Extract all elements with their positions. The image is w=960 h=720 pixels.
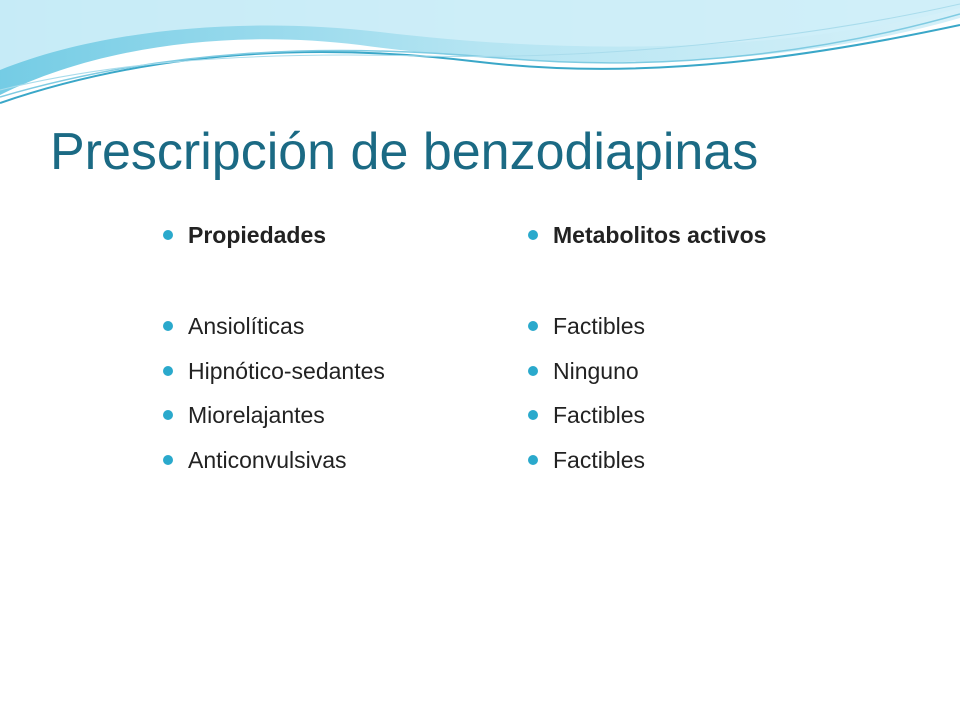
bullet-icon bbox=[528, 410, 538, 420]
metabolite-label: Factibles bbox=[553, 446, 646, 473]
property-label: Anticonvulsivas bbox=[188, 446, 347, 473]
properties-list bbox=[163, 213, 385, 482]
list-item bbox=[163, 304, 385, 349]
bullet-icon bbox=[163, 455, 173, 465]
decorative-wave-banner bbox=[0, 0, 960, 110]
bullet-icon bbox=[163, 410, 173, 420]
list-item bbox=[163, 438, 385, 483]
list-item bbox=[163, 393, 385, 438]
list-item bbox=[163, 349, 385, 394]
metabolites-header-label: Metabolitos activos bbox=[553, 222, 767, 248]
metabolites-list bbox=[528, 213, 766, 482]
bullet-icon bbox=[528, 230, 538, 240]
property-label: Hipnótico-sedantes bbox=[188, 357, 385, 384]
list-item bbox=[528, 304, 766, 349]
metabolite-label: Factibles bbox=[553, 313, 646, 339]
bullet-icon bbox=[163, 321, 173, 331]
list-item bbox=[528, 438, 766, 483]
bullet-icon bbox=[528, 321, 538, 331]
metabolites-header bbox=[528, 213, 766, 258]
list-spacer bbox=[528, 258, 766, 305]
slide-title: Prescripción de benzodiapinas bbox=[50, 123, 759, 181]
list-item bbox=[528, 393, 766, 438]
bullet-icon bbox=[163, 366, 173, 376]
metabolite-label: Factibles bbox=[553, 402, 646, 428]
bullet-icon bbox=[528, 455, 538, 465]
properties-header-label: Propiedades bbox=[188, 222, 327, 248]
list-item bbox=[528, 349, 766, 394]
properties-header bbox=[163, 213, 385, 258]
list-spacer bbox=[163, 258, 385, 305]
property-label: Miorelajantes bbox=[188, 402, 325, 428]
property-label: Ansiolíticas bbox=[188, 313, 305, 339]
bullet-icon bbox=[528, 366, 538, 376]
metabolite-label: Ninguno bbox=[553, 357, 639, 384]
bullet-icon bbox=[163, 230, 173, 240]
